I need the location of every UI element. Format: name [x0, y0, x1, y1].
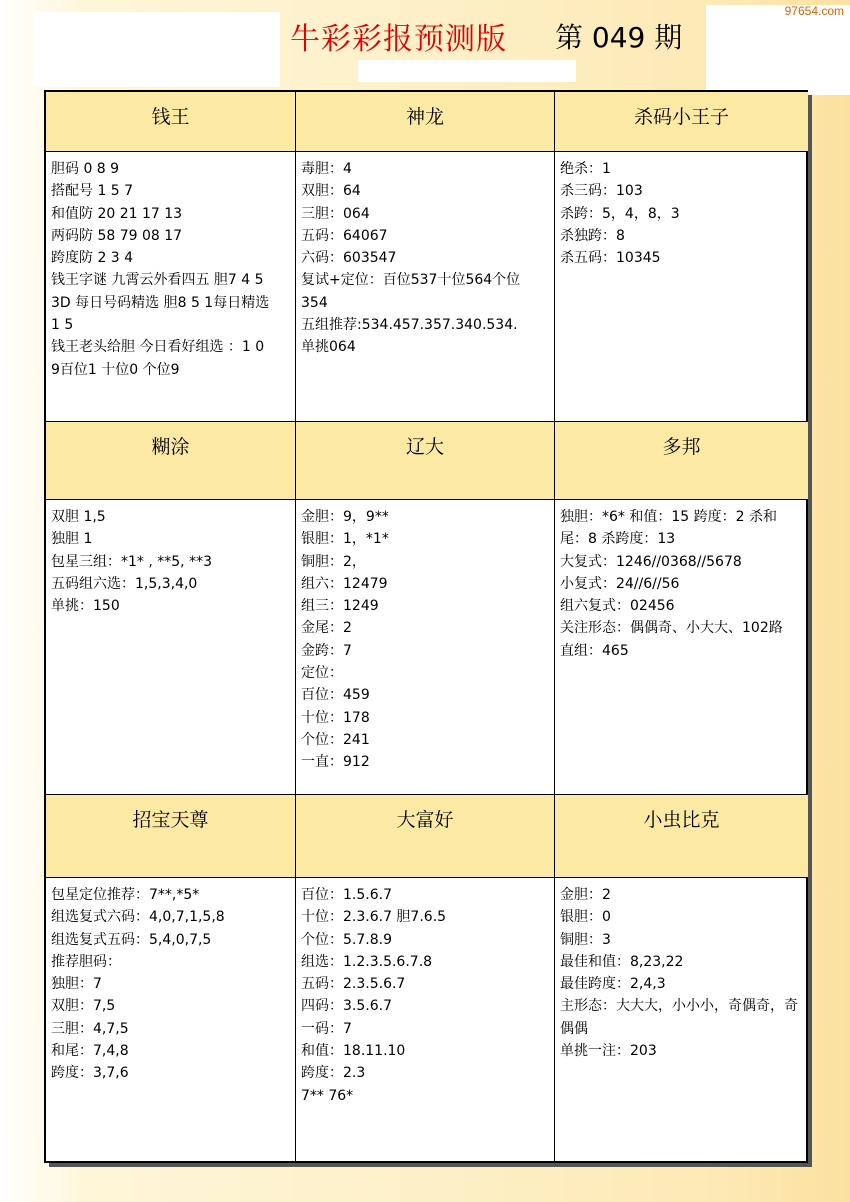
prediction-line: 单挑：150: [51, 598, 120, 615]
section-body: [296, 152, 555, 422]
prediction-line: 和值防 20 21 17 13: [51, 205, 183, 222]
prediction-line: 银胆：1，*1*: [301, 531, 389, 548]
prediction-line: 包星定位推荐：7**,*5*: [51, 887, 200, 903]
prediction-line: 一直：912: [301, 754, 370, 771]
prediction-line: 五码：64067: [301, 227, 388, 244]
prediction-line: 组六：12479: [301, 575, 388, 592]
table-shadow-right: [808, 95, 812, 1167]
prediction-line: 尾：8 杀跨度：13: [560, 531, 676, 548]
prediction-line: 杀跨：5，4，8，3: [560, 205, 680, 222]
prediction-line: 杀五码：10345: [560, 250, 661, 267]
prediction-line: 单挑一注：203: [560, 1043, 657, 1060]
section-body: [46, 500, 296, 795]
prediction-line: 杀独跨：8: [560, 227, 625, 244]
prediction-line: 最佳跨度：2,4,3: [560, 976, 666, 993]
prediction-line: 双胆：7,5: [51, 998, 116, 1015]
section-title: 大富好: [296, 795, 555, 878]
prediction-line: 双胆：64: [301, 183, 361, 200]
section-title: 招宝天尊: [46, 795, 296, 878]
prediction-line: 小复式：24//6//56: [560, 575, 680, 592]
section-title: 钱王: [46, 92, 296, 152]
prediction-line: 组选：1.2.3.5.6.7.8: [301, 953, 433, 970]
blank-area-right: [706, 5, 850, 95]
prediction-line: 百位：459: [301, 687, 370, 704]
prediction-line: 独胆 1: [51, 531, 93, 548]
prediction-line: 杀三码：103: [560, 183, 643, 200]
section-title: 小虫比克: [555, 795, 808, 878]
prediction-line: 银胆：0: [560, 909, 611, 926]
prediction-line: 复试+定位：百位537十位564个位: [301, 272, 521, 289]
prediction-line: 1 5: [51, 317, 74, 334]
watermark: 97654.com: [784, 4, 844, 18]
section-title: 辽大: [296, 422, 555, 500]
prediction-line: 五码：2.3.5.6.7: [301, 976, 406, 993]
prediction-line: 六码：603547: [301, 250, 397, 267]
prediction-line: 主形态：大大大，小小小，奇偶奇，奇: [560, 998, 798, 1015]
prediction-line: 一码：7: [301, 1020, 352, 1037]
prediction-line: 单挑064: [301, 339, 356, 356]
prediction-line: 推荐胆码：: [51, 953, 121, 970]
prediction-line: 354: [301, 294, 328, 311]
prediction-line: 铜胆：3: [560, 931, 611, 948]
prediction-line: 和尾：7,4,8: [51, 1043, 129, 1060]
prediction-line: 搭配号 1 5 7: [51, 183, 134, 200]
prediction-table: [44, 90, 808, 1163]
prediction-line: 大复式：1246//0368//5678: [560, 553, 742, 570]
prediction-line: 十位：2.3.6.7 胆7.6.5: [301, 909, 447, 926]
issue-number: 第 049 期: [555, 21, 683, 54]
prediction-line: 跨度防 2 3 4: [51, 250, 134, 267]
section-body: [555, 152, 808, 422]
prediction-line: 个位：5.7.8.9: [301, 931, 392, 948]
prediction-line: 最佳和值：8,23,22: [560, 953, 684, 970]
page-title: 牛彩彩报预测版: [290, 22, 507, 57]
prediction-line: 直组：465: [560, 642, 629, 659]
prediction-line: 四码：3.5.6.7: [301, 998, 392, 1015]
blank-area-center: [358, 60, 576, 82]
prediction-line: 组选复式五码：5,4,0,7,5: [51, 931, 212, 948]
section-body: [296, 878, 555, 1163]
prediction-line: 双胆 1,5: [51, 509, 106, 525]
section-title: 杀码小王子: [555, 92, 808, 152]
prediction-line: 三胆：4,7,5: [51, 1020, 129, 1037]
prediction-line: 包星三组：*1* , **5, **3: [51, 553, 212, 570]
prediction-line: 钱王字谜 九霄云外看四五 胆7 4 5: [51, 272, 264, 289]
section-title: 多邦: [555, 422, 808, 500]
prediction-line: 组选复式六码：4,0,7,1,5,8: [51, 909, 225, 926]
section-title: 糊涂: [46, 422, 296, 500]
section-body: [555, 878, 808, 1163]
prediction-line: 金跨：7: [301, 642, 352, 659]
prediction-line: 独胆：*6* 和值：15 跨度：2 杀和: [560, 509, 777, 525]
prediction-line: 关注形态：偶偶奇、小大大、102路: [560, 620, 783, 637]
section-title: 神龙: [296, 92, 555, 152]
prediction-line: 和值：18.11.10: [301, 1043, 406, 1060]
prediction-line: 组六复式：02456: [560, 598, 675, 615]
prediction-line: 个位：241: [301, 731, 370, 748]
prediction-line: 钱王老头给胆 今日看好组选 ：1 0: [51, 339, 265, 356]
section-body: [555, 500, 808, 795]
prediction-line: 两码防 58 79 08 17: [51, 227, 183, 244]
prediction-line: 独胆：7: [51, 976, 102, 993]
prediction-line: 7** 76*: [301, 1087, 354, 1104]
prediction-line: 胆码 0 8 9: [51, 161, 120, 177]
prediction-line: 跨度：2.3: [301, 1065, 366, 1082]
blank-area-left: [33, 12, 280, 87]
prediction-line: 十位：178: [301, 709, 370, 726]
table-shadow-bottom: [49, 1163, 812, 1167]
section-body: [46, 878, 296, 1163]
prediction-line: 组三：1249: [301, 598, 379, 615]
prediction-line: 金胆：2: [560, 887, 611, 903]
prediction-line: 跨度：3,7,6: [51, 1065, 129, 1082]
prediction-line: 金尾：2: [301, 620, 352, 637]
prediction-line: 铜胆：2，: [301, 553, 366, 570]
prediction-line: 百位：1.5.6.7: [301, 887, 392, 903]
prediction-line: 偶偶: [560, 1020, 588, 1037]
prediction-line: 金胆：9，9**: [301, 509, 389, 525]
prediction-line: 五码组六选：1,5,3,4,0: [51, 575, 198, 592]
prediction-line: 定位：: [301, 665, 343, 682]
prediction-line: 毒胆：4: [301, 161, 352, 177]
prediction-line: 三胆：064: [301, 205, 370, 222]
prediction-line: 五组推荐:534.457.357.340.534.: [301, 317, 518, 334]
section-body: [46, 152, 296, 422]
prediction-line: 3D 每日号码精选 胆8 5 1每日精选: [51, 294, 270, 311]
prediction-line: 绝杀：1: [560, 161, 611, 177]
section-body: [296, 500, 555, 795]
prediction-line: 9百位1 十位0 个位9: [51, 361, 180, 378]
